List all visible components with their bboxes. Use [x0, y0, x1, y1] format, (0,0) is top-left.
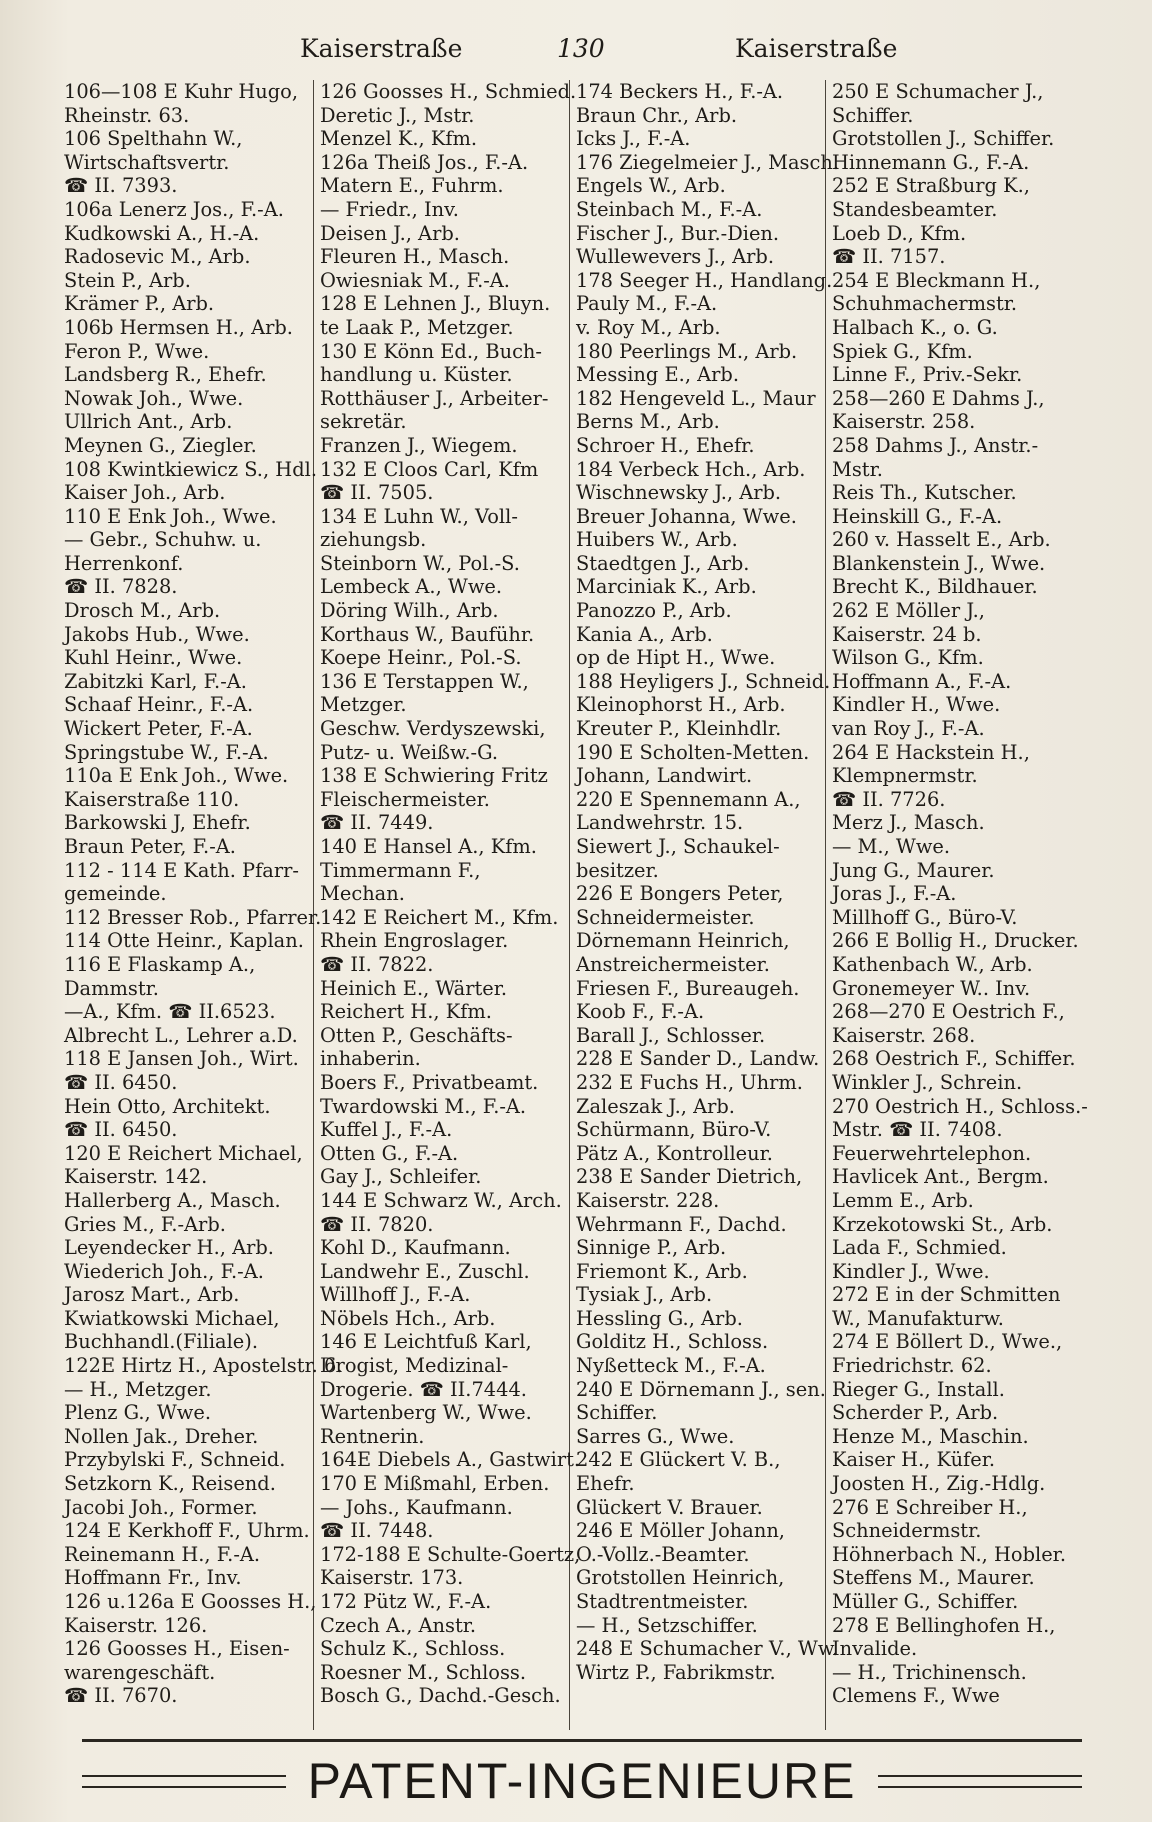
directory-entry: Schürmann, Büro-V.	[576, 1118, 772, 1142]
directory-entry: Golditz H., Schloss.	[576, 1330, 769, 1354]
directory-entry: 276 E Schreiber H.,	[832, 1495, 1028, 1519]
directory-entry: Gay J., Schleifer.	[320, 1165, 482, 1189]
directory-entry: Schaaf Heinr., F.-A.	[64, 693, 254, 717]
directory-entry: — H., Setzschiffer.	[576, 1613, 758, 1637]
directory-entry: ☎ II. 7393.	[64, 174, 178, 198]
directory-entry: Grotstollen J., Schiffer.	[832, 127, 1055, 151]
directory-entry: Heinich E., Wärter.	[320, 976, 508, 1000]
directory-entry: Hallerberg A., Masch.	[64, 1188, 281, 1212]
directory-entry: 126 u.126a E Goosses H.,	[64, 1590, 317, 1613]
directory-entry: Joosten H., Zig.-Hdlg.	[832, 1472, 1046, 1496]
directory-entry: Schiffer.	[576, 1401, 658, 1425]
directory-entry: Schneidermstr.	[832, 1519, 982, 1543]
directory-entry: Stein P., Arb.	[64, 268, 191, 292]
directory-entry: ☎ II. 6450.	[64, 1118, 178, 1142]
column-4	[826, 80, 1088, 1730]
directory-entry: Anstreichermeister.	[576, 952, 770, 976]
directory-entry: Kaiserstr. 173.	[320, 1566, 464, 1590]
directory-entry: Rotthäuser J., Arbeiter-	[320, 386, 549, 410]
directory-entry: Breuer Johanna, Wwe.	[576, 504, 797, 528]
directory-entry: Landwehrstr. 15.	[576, 811, 744, 835]
directory-entry: Schuhmachermstr.	[832, 292, 1018, 316]
directory-entry: handlung u. Küster.	[320, 363, 513, 387]
directory-entry: Tysiak J., Arb.	[576, 1283, 713, 1307]
directory-entry: te Laak P., Metzger.	[320, 315, 514, 339]
directory-entry: Stadtrentmeister.	[576, 1590, 749, 1613]
directory-entry: Jung G., Maurer.	[832, 858, 995, 882]
directory-entry: ☎ II. 7670.	[64, 1684, 178, 1708]
directory-entry: Wickert Peter, F.-A.	[64, 717, 253, 741]
directory-entry: v. Roy M., Arb.	[576, 315, 721, 339]
directory-entry: Czech A., Anstr.	[320, 1613, 477, 1637]
directory-entry: —A., Kfm. ☎ II.6523.	[64, 1000, 276, 1024]
directory-entry: ziehungsb.	[320, 528, 427, 552]
directory-entry: Millhoff G., Büro-V.	[832, 905, 1018, 929]
directory-entry: 124 E Kerkhoff F., Uhrm.	[64, 1519, 310, 1543]
directory-entry: ☎ II. 7828.	[64, 575, 178, 599]
directory-entry: Lada F., Schmied.	[832, 1236, 1007, 1260]
directory-entry: 164E Diebels A., Gastwirt.	[320, 1448, 581, 1472]
directory-entry: Krämer P., Arb.	[64, 292, 215, 316]
directory-entry: op de Hipt H., Wwe.	[576, 646, 776, 670]
directory-entry: Fischer J., Bur.-Dien.	[576, 221, 780, 245]
directory-entry: Korthaus W., Bauführ.	[320, 622, 535, 646]
directory-entry: Reichert H., Kfm.	[320, 1000, 492, 1024]
directory-entry: Owiesniak M., F.-A.	[320, 268, 510, 292]
directory-entry: Otten P., Geschäfts-	[320, 1023, 513, 1047]
directory-entry: Linne F., Priv.-Sekr.	[832, 363, 1023, 387]
directory-entry: 226 E Bongers Peter,	[576, 882, 784, 906]
directory-entry: Kindler J., Wwe.	[832, 1259, 990, 1283]
directory-entry: Albrecht L., Lehrer a.D.	[64, 1023, 298, 1047]
directory-entry: Kaiserstr. 126.	[64, 1613, 208, 1637]
page-header	[0, 26, 1152, 74]
page-number: 130	[557, 34, 605, 63]
directory-entry: Johann, Landwirt.	[576, 764, 753, 788]
directory-entry: Putz- u. Weißw.-G.	[320, 740, 499, 764]
directory-entry: 140 E Hansel A., Kfm.	[320, 835, 537, 858]
directory-entry: 272 E in der Schmitten	[832, 1283, 1061, 1307]
directory-entry: Steffens M., Maurer.	[832, 1566, 1035, 1590]
directory-entry: 262 E Möller J.,	[832, 599, 985, 623]
directory-entry: Klempnermstr.	[832, 764, 978, 788]
directory-entry: Bosch G., Dachd.-Gesch.	[320, 1684, 561, 1708]
directory-entry: W., Manufakturw.	[832, 1306, 1004, 1330]
directory-entry: Wirtschaftsvertr.	[64, 150, 230, 174]
directory-entry: 270 Oestrich H., Schloss.-	[832, 1094, 1088, 1118]
directory-entry: 258—260 E Dahms J.,	[832, 386, 1045, 410]
directory-entry: Spiek G., Kfm.	[832, 339, 973, 363]
directory-entry: Menzel K., Kfm.	[320, 127, 478, 151]
directory-entry: — H., Trichinensch.	[832, 1660, 1027, 1684]
directory-entry: Hein Otto, Architekt.	[64, 1094, 271, 1118]
directory-entry: Staedtgen J., Arb.	[576, 551, 750, 575]
directory-entry: Sarres G., Wwe.	[576, 1424, 735, 1448]
directory-entry: 178 Seeger H., Handlang.	[576, 268, 833, 292]
directory-entry: Siewert J., Schaukel-	[576, 835, 780, 858]
directory-entry: ☎ II. 7449.	[320, 811, 434, 835]
directory-entry: Braun Chr., Arb.	[576, 103, 738, 127]
directory-entry: Brecht K., Bildhauer.	[832, 575, 1038, 599]
directory-entry: Kaiserstr. 258.	[832, 410, 976, 434]
directory-entry: 110 E Enk Joh., Wwe.	[64, 504, 277, 528]
directory-entry: 260 v. Hasselt E., Arb.	[832, 528, 1051, 552]
directory-entry: Fleuren H., Masch.	[320, 245, 510, 269]
directory-entry: Mstr. ☎ II. 7408.	[832, 1118, 1003, 1142]
directory-entry: Landsberg R., Ehefr.	[64, 363, 267, 387]
directory-entry: Rhein Engroslager.	[320, 929, 509, 953]
directory-entry: gemeinde.	[64, 882, 167, 906]
directory-entry: Gries M., F.-Arb.	[64, 1212, 226, 1236]
directory-entry: Krzekotowski St., Arb.	[832, 1212, 1053, 1236]
directory-entry: Hoffmann A., F.-A.	[832, 669, 1012, 693]
directory-entry: Glückert V. Brauer.	[576, 1495, 763, 1519]
directory-entry: ☎ II. 7820.	[320, 1212, 434, 1236]
footer-divider	[82, 1739, 1082, 1742]
directory-entry: Schneidermeister.	[576, 905, 755, 929]
running-head-right: Kaiserstraße	[735, 34, 898, 63]
directory-entry: 238 E Sander Dietrich,	[576, 1165, 803, 1189]
directory-entry: Kudkowski A., H.-A.	[64, 221, 260, 245]
directory-entry: 266 E Bollig H., Drucker.	[832, 929, 1079, 953]
directory-entry: Wirtz P., Fabrikmstr.	[576, 1660, 776, 1684]
directory-entry: Steinbach M., F.-A.	[576, 197, 763, 221]
directory-entry: Feuerwehrtelephon.	[832, 1141, 1032, 1165]
directory-entry: 146 E Leichtfuß Karl,	[320, 1330, 532, 1354]
directory-entry: Loeb D., Kfm.	[832, 221, 967, 245]
directory-entry: Kuffel J., F.-A.	[320, 1118, 453, 1142]
banner-rule-left	[82, 1775, 286, 1788]
directory-entry: Schiffer.	[832, 103, 914, 127]
directory-entry: Wehrmann F., Dachd.	[576, 1212, 787, 1236]
directory-entry: Messing E., Arb.	[576, 363, 739, 387]
directory-entry: 106—108 E Kuhr Hugo,	[64, 80, 299, 103]
directory-entry: Drogerie. ☎ II.7444.	[320, 1377, 527, 1401]
directory-entry: Lembeck A., Wwe.	[320, 575, 503, 599]
directory-entry: 176 Ziegelmeier J., Masch.	[576, 150, 840, 174]
directory-entry: Hinnemann G., F.-A.	[832, 150, 1030, 174]
directory-entry: 232 E Fuchs H., Uhrm.	[576, 1070, 803, 1094]
directory-entry: ☎ II. 7157.	[832, 245, 946, 269]
directory-entry: Drosch M., Arb.	[64, 599, 221, 623]
directory-entry: Winkler J., Schrein.	[832, 1070, 1023, 1094]
directory-entry: ☎ II. 7505.	[320, 481, 434, 505]
directory-entry: 228 E Sander D., Landw.	[576, 1047, 820, 1071]
directory-entry: 254 E Bleckmann H.,	[832, 268, 1041, 292]
directory-entry: Joras J., F.-A.	[832, 882, 957, 906]
directory-entry: Hessling G., Arb.	[576, 1306, 743, 1330]
directory-entry: 172-188 E Schulte-Goertz,	[320, 1542, 581, 1566]
directory-entry: Timmermann F.,	[320, 858, 481, 882]
directory-entry: 126a Theiß Jos., F.-A.	[320, 150, 529, 174]
directory-entry: Heinskill G., F.-A.	[832, 504, 1003, 528]
directory-entry: Huibers W., Arb.	[576, 528, 738, 552]
directory-entry: 144 E Schwarz W., Arch.	[320, 1188, 562, 1212]
directory-entry: Reinemann H., F.-A.	[64, 1542, 261, 1566]
directory-entry: 278 E Bellinghofen H.,	[832, 1613, 1056, 1637]
directory-entry: Ehefr.	[576, 1472, 635, 1496]
directory-entry: Zabitzki Karl, F.-A.	[64, 669, 247, 693]
directory-entry: Barall J., Schlosser.	[576, 1023, 766, 1047]
directory-entry: Buchhandl.(Filiale).	[64, 1330, 258, 1354]
directory-entry: ☎ II. 6450.	[64, 1070, 178, 1094]
directory-entry: 134 E Luhn W., Voll-	[320, 504, 518, 528]
directory-entry: Nollen Jak., Dreher.	[64, 1424, 259, 1448]
directory-entry: Otten G., F.-A.	[320, 1141, 459, 1165]
directory-entry: Steinborn W., Pol.-S.	[320, 551, 520, 575]
directory-entry: Deisen J., Arb.	[320, 221, 460, 245]
directory-entry: Kaiser Joh., Arb.	[64, 481, 226, 505]
directory-entry: 136 E Terstappen W.,	[320, 669, 529, 693]
directory-entry: Mstr.	[832, 457, 883, 481]
directory-entry: Plenz G., Wwe.	[64, 1401, 212, 1425]
directory-entry: Leyendecker H., Arb.	[64, 1236, 274, 1260]
directory-entry: Sinnige P., Arb.	[576, 1236, 727, 1260]
directory-entry: Meynen G., Ziegler.	[64, 433, 257, 457]
directory-entry: Jacobi Joh., Former.	[64, 1495, 258, 1519]
directory-entry: Friesen F., Bureaugeh.	[576, 976, 800, 1000]
directory-entry: Scherder P., Arb.	[832, 1401, 999, 1425]
directory-entry: 138 E Schwiering Fritz	[320, 764, 548, 788]
directory-entry: Nyßetteck M., F.-A.	[576, 1354, 766, 1378]
directory-entry: Friemont K., Arb.	[576, 1259, 748, 1283]
directory-entry: 112 - 114 E Kath. Pfarr-	[64, 858, 299, 882]
directory-entry: Kaiserstr. 142.	[64, 1165, 208, 1189]
directory-entry: Clemens F., Wwe	[832, 1684, 1000, 1708]
directory-entry: 190 E Scholten-Metten.	[576, 740, 810, 764]
directory-entry: Kaiser H., Küfer.	[832, 1448, 996, 1472]
directory-entry: 180 Peerlings M., Arb.	[576, 339, 798, 363]
directory-entry: 274 E Böllert D., Wwe.,	[832, 1330, 1063, 1354]
directory-entry: Radosevic M., Arb.	[64, 245, 251, 269]
directory-entry: Franzen J., Wiegem.	[320, 433, 518, 457]
directory-entry: Feron P., Wwe.	[64, 339, 210, 363]
directory-entry: 122E Hirtz H., Apostelstr. 6.	[64, 1354, 343, 1378]
directory-entry: 246 E Möller Johann,	[576, 1519, 785, 1543]
directory-entry: 252 E Straßburg K.,	[832, 174, 1030, 198]
column-1	[58, 80, 343, 1730]
banner-rule-right	[878, 1775, 1082, 1788]
directory-entry: Gronemeyer W.. Inv.	[832, 976, 1031, 1000]
directory-entry: 188 Heyligers J., Schneid.	[576, 669, 831, 693]
directory-entry: Wilson G., Kfm.	[832, 646, 984, 670]
directory-entry: Willhoff J., F.-A.	[320, 1283, 471, 1307]
directory-entry: 118 E Jansen Joh., Wirt.	[64, 1047, 299, 1071]
directory-entry: 120 E Reichert Michael,	[64, 1141, 303, 1165]
directory-entry: Herrenkonf.	[64, 551, 184, 575]
directory-entry: 170 E Mißmahl, Erben.	[320, 1472, 550, 1496]
directory-entry: Wischnewsky J., Arb.	[576, 481, 782, 505]
directory-entry: 220 E Spennemann A.,	[576, 787, 801, 811]
directory-entry: 132 E Cloos Carl, Kfm	[320, 457, 539, 481]
directory-entry: Nowak Joh., Wwe.	[64, 386, 244, 410]
directory-entry: Engels W., Arb.	[576, 174, 726, 198]
directory-entry: Schulz K., Schloss.	[320, 1637, 506, 1661]
directory-entry: Lemm E., Arb.	[832, 1188, 974, 1212]
directory-entry: Schroer H., Ehefr.	[576, 433, 755, 457]
directory-entry: 240 E Dörnemann J., sen.	[576, 1377, 826, 1401]
directory-entry: Setzkorn K., Reisend.	[64, 1472, 276, 1496]
directory-entry: 184 Verbeck Hch., Arb.	[576, 457, 806, 481]
directory-entry: Rieger G., Install.	[832, 1377, 1005, 1401]
directory-entry: Wiederich Joh., F.-A.	[64, 1259, 264, 1283]
column-2	[314, 80, 581, 1730]
directory-entry: Berns M., Arb.	[576, 410, 720, 434]
directory-entry: Mechan.	[320, 882, 405, 906]
directory-entry: 106b Hermsen H., Arb.	[64, 315, 293, 339]
directory-entry: Pätz A., Kontrolleur.	[576, 1141, 773, 1165]
directory-entry: Kuhl Heinr., Wwe.	[64, 646, 243, 670]
directory-entry: Döring Wilh., Arb.	[320, 599, 499, 623]
directory-entry: Koob F., F.-A.	[576, 1000, 705, 1024]
directory-entry: Jarosz Mart., Arb.	[64, 1283, 240, 1307]
directory-entry: 126 Goosses H., Schmied.	[320, 80, 577, 103]
directory-entry: Kania A., Arb.	[576, 622, 713, 646]
directory-entry: ☎ II. 7726.	[832, 787, 946, 811]
directory-entry: 128 E Lehnen J., Bluyn.	[320, 292, 551, 316]
directory-entry: Invalide.	[832, 1637, 918, 1661]
directory-entry: 130 E Könn Ed., Buch-	[320, 339, 542, 363]
directory-entry: — H., Metzger.	[64, 1377, 212, 1401]
directory-entry: Fleischermeister.	[320, 787, 490, 811]
directory-entry: O.-Vollz.-Beamter.	[576, 1542, 750, 1566]
directory-entry: 182 Hengeveld L., Maur	[576, 386, 816, 410]
directory-entry: warengeschäft.	[64, 1660, 216, 1684]
directory-entry: Wullewevers J., Arb.	[576, 245, 775, 269]
directory-entry: 108 Kwintkiewicz S., Hdl.	[64, 457, 317, 481]
directory-entry: Henze M., Maschin.	[832, 1424, 1029, 1448]
directory-entry: 258 Dahms J., Anstr.-	[832, 433, 1039, 457]
banner-title: PATENT-INGENIEURE	[307, 1753, 857, 1809]
directory-entry: Panozzo P., Arb.	[576, 599, 732, 623]
directory-entry: Kleinophorst H., Arb.	[576, 693, 786, 717]
directory-entry: Havlicek Ant., Bergm.	[832, 1165, 1049, 1189]
directory-entry: 106 Spelthahn W.,	[64, 127, 243, 151]
directory-entry: Icks J., F.-A.	[576, 127, 691, 151]
directory-entry: Merz J., Masch.	[832, 811, 985, 835]
directory-entry: Metzger.	[320, 693, 407, 717]
directory-entry: Höhnerbach N., Hobler.	[832, 1542, 1066, 1566]
directory-entry: Grotstollen Heinrich,	[576, 1566, 785, 1590]
directory-entry: Matern E., Fuhrm.	[320, 174, 504, 198]
directory-entry: Hoffmann Fr., Inv.	[64, 1566, 242, 1590]
directory-entry: Barkowski J, Ehefr.	[64, 811, 251, 835]
directory-entry: 116 E Flaskamp A.,	[64, 952, 256, 976]
directory-entry: Rheinstr. 63.	[64, 103, 190, 127]
directory-entry: Roesner M., Schloss.	[320, 1660, 527, 1684]
directory-entry: Drogist, Medizinal-	[320, 1354, 509, 1378]
directory-entry: Pauly M., F.-A.	[576, 292, 718, 316]
directory-entry: 264 E Hackstein H.,	[832, 740, 1030, 764]
directory-entry: Standesbeamter.	[832, 197, 998, 221]
directory-entry: 250 E Schumacher J.,	[832, 80, 1044, 103]
directory-entry: van Roy J., F.-A.	[832, 717, 985, 741]
directory-entry: ☎ II. 7822.	[320, 952, 434, 976]
directory-entry: 142 E Reichert M., Kfm.	[320, 905, 559, 929]
directory-entry: 106a Lenerz Jos., F.-A.	[64, 197, 284, 221]
directory-entry: 126 Goosses H., Eisen-	[64, 1637, 290, 1661]
advertisement-banner	[82, 1752, 1082, 1810]
directory-entry: Kaiserstr. 268.	[832, 1023, 976, 1047]
directory-entry: Geschw. Verdyszewski,	[320, 717, 546, 741]
directory-entry: 112 Bresser Rob., Pfarrer.	[64, 905, 322, 929]
directory-entry: Müller G., Schiffer.	[832, 1590, 1019, 1613]
directory-entry: Kathenbach W., Arb.	[832, 952, 1033, 976]
column-3	[570, 80, 840, 1730]
directory-entry: Landwehr E., Zuschl.	[320, 1259, 530, 1283]
directory-entry: Braun Peter, F.-A.	[64, 835, 236, 858]
directory-entry: Twardowski M., F.-A.	[320, 1094, 527, 1118]
directory-entry: 110a E Enk Joh., Wwe.	[64, 764, 289, 788]
directory-entry: sekretär.	[320, 410, 407, 434]
directory-entry: Deretic J., Mstr.	[320, 103, 475, 127]
directory-entry: Halbach K., o. G.	[832, 315, 998, 339]
directory-entry: Blankenstein J., Wwe.	[832, 551, 1046, 575]
directory-entry: Kreuter P., Kleinhdlr.	[576, 717, 782, 741]
directory-entry: 268—270 E Oestrich F.,	[832, 1000, 1065, 1024]
directory-columns	[58, 80, 1088, 1730]
directory-entry: Ullrich Ant., Arb.	[64, 410, 233, 434]
directory-entry: Wartenberg W., Wwe.	[320, 1401, 532, 1425]
directory-entry: — Friedr., Inv.	[320, 197, 459, 221]
directory-entry: Koepe Heinr., Pol.-S.	[320, 646, 522, 670]
directory-entry: Kaiserstraße 110.	[64, 787, 240, 811]
directory-entry: ☎ II. 7448.	[320, 1519, 434, 1543]
directory-entry: Nöbels Hch., Arb.	[320, 1306, 496, 1330]
directory-entry: Dammstr.	[64, 976, 159, 1000]
directory-entry: — M., Wwe.	[832, 835, 951, 858]
directory-entry: Friedrichstr. 62.	[832, 1354, 992, 1378]
directory-entry: Jakobs Hub., Wwe.	[64, 622, 250, 646]
directory-entry: Kaiserstr. 24 b.	[832, 622, 982, 646]
directory-entry: Kohl D., Kaufmann.	[320, 1236, 511, 1260]
directory-entry: Boers F., Privatbeamt.	[320, 1070, 539, 1094]
directory-entry: Dörnemann Heinrich,	[576, 929, 790, 953]
directory-entry: Rentnerin.	[320, 1424, 425, 1448]
directory-entry: Przybylski F., Schneid.	[64, 1448, 286, 1472]
running-head-left: Kaiserstraße	[300, 34, 463, 63]
directory-entry: 242 E Glückert V. B.,	[576, 1448, 781, 1472]
directory-entry: 174 Beckers H., F.-A.	[576, 80, 784, 103]
directory-entry: inhaberin.	[320, 1047, 421, 1071]
directory-entry: Springstube W., F.-A.	[64, 740, 269, 764]
directory-entry: besitzer.	[576, 858, 659, 882]
directory-entry: Kaiserstr. 228.	[576, 1188, 720, 1212]
directory-entry: — Gebr., Schuhw. u.	[64, 528, 262, 552]
directory-entry: Kwiatkowski Michael,	[64, 1306, 280, 1330]
directory-entry: Zaleszak J., Arb.	[576, 1094, 735, 1118]
directory-entry: 172 Pütz W., F.-A.	[320, 1590, 492, 1613]
directory-entry: 248 E Schumacher V., Ww.	[576, 1637, 839, 1661]
directory-entry: Reis Th., Kutscher.	[832, 481, 1017, 505]
directory-entry: 268 Oestrich F., Schiffer.	[832, 1047, 1076, 1071]
directory-entry: — Johs., Kaufmann.	[320, 1495, 513, 1519]
directory-entry: Kindler H., Wwe.	[832, 693, 1001, 717]
directory-entry: 114 Otte Heinr., Kaplan.	[64, 929, 304, 953]
directory-entry: Marciniak K., Arb.	[576, 575, 757, 599]
